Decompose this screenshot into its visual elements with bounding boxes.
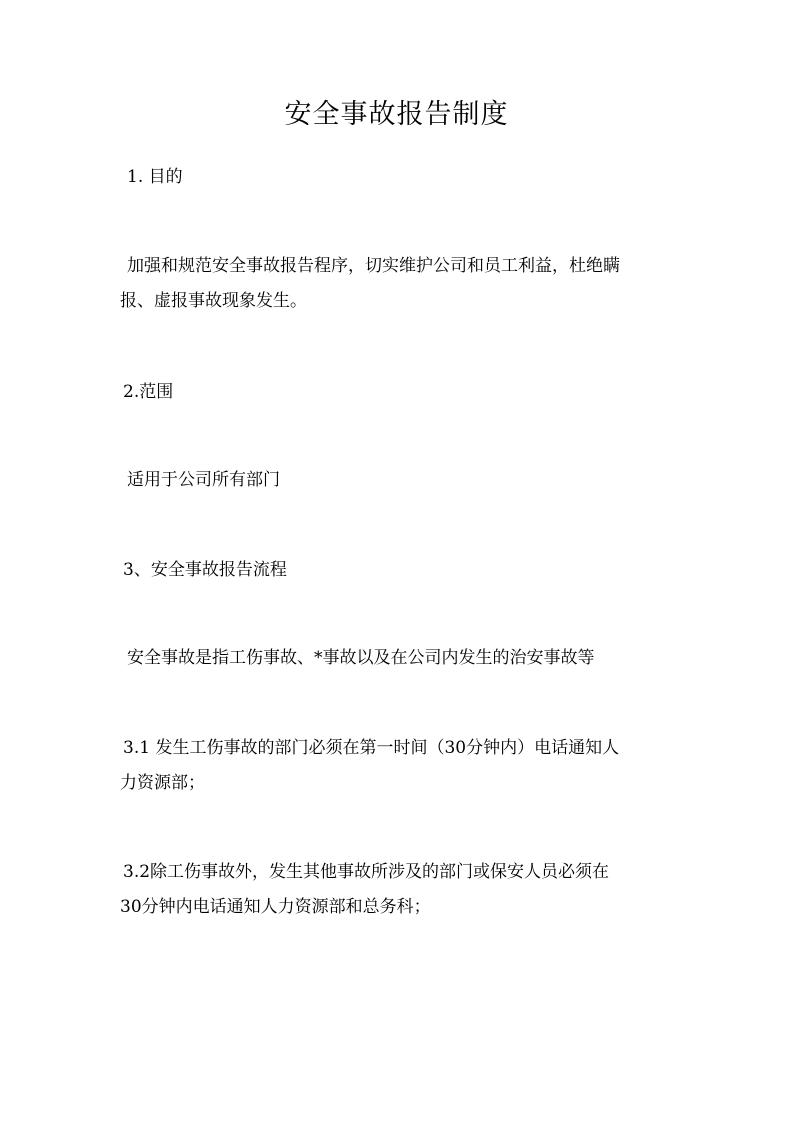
item-3-1 [120, 731, 686, 801]
item-3-2 [120, 855, 686, 925]
section-3-heading [120, 553, 686, 588]
item-3-1-line-1: 3.1 发生工伤事故的部门必须在第一时间（30分钟内）电话通知人 [123, 738, 620, 758]
section-1-heading [120, 160, 686, 195]
section-1-body-line-2: 报、虚报事故现象发生。 [120, 291, 307, 311]
section-1-body [120, 249, 686, 319]
section-2-body [120, 463, 686, 498]
item-3-2-line-2: 30分钟内电话通知人力资源部和总务科； [120, 897, 431, 917]
item-3-1-line-2: 力资源部； [120, 773, 205, 793]
section-1-body-line-1: 加强和规范安全事故报告程序，切实维护公司和员工利益，杜绝瞒 [127, 256, 620, 276]
section-1-heading-text: 1. 目的 [127, 167, 183, 187]
section-3-body [120, 641, 686, 676]
item-3-2-line-1: 3.2除工伤事故外，发生其他事故所涉及的部门或保安人员必须在 [123, 862, 610, 882]
document-title: 安全事故报告制度 [284, 99, 509, 130]
section-3-heading-text: 3、安全事故报告流程 [123, 560, 287, 580]
section-2-body-text: 适用于公司所有部门 [127, 470, 280, 490]
section-2-heading [120, 375, 686, 410]
section-3-body-text: 安全事故是指工伤事故、*事故以及在公司内发生的治安事故等 [127, 648, 595, 668]
section-2-heading-text: 2.范围 [123, 382, 174, 402]
